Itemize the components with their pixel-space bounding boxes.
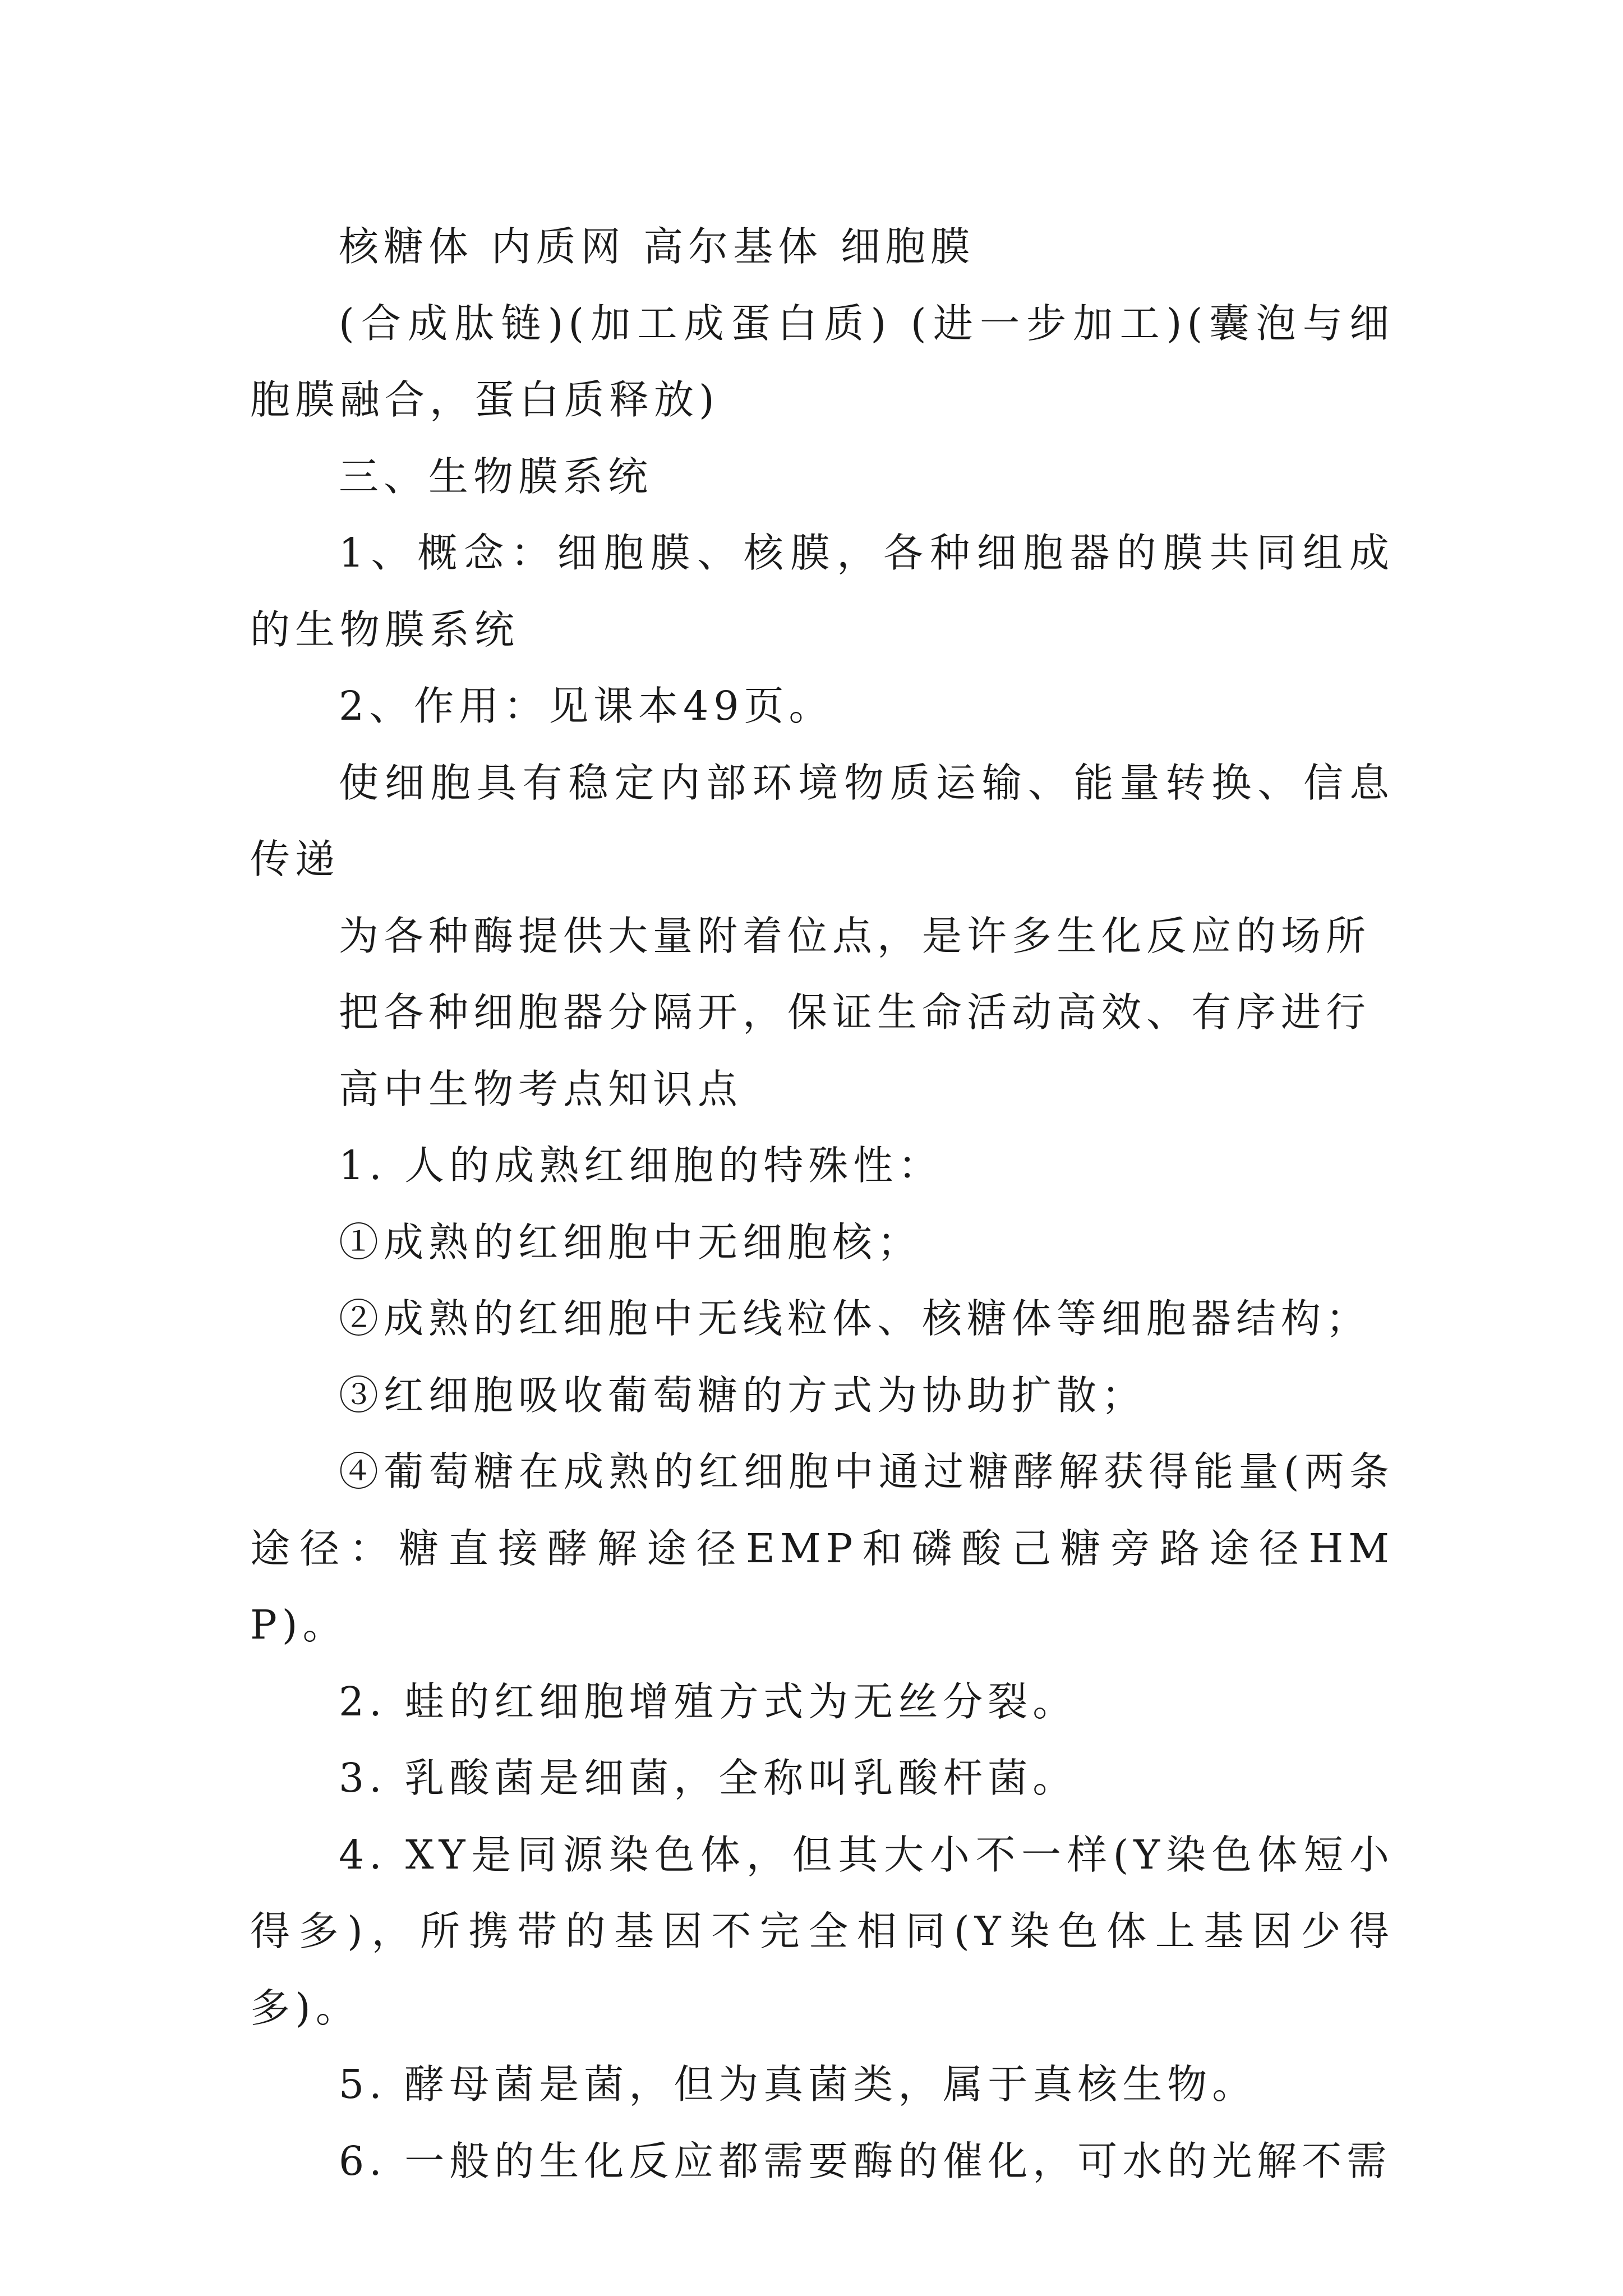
- document-body: [250, 209, 1394, 2200]
- paragraph-concept: 1、概念：细胞膜、核膜，各种细胞器的膜共同组成的生物膜系统: [250, 530, 1394, 653]
- paragraph-subpoint: ②成熟的红细胞中无线粒体、核糖体等细胞器结构；: [339, 1295, 1371, 1342]
- paragraph-subpoint: ④葡萄糖在成熟的红细胞中通过糖酵解获得能量(两条途径：糖直接酵解途径EMP和磷酸己糖旁路途径HMP)。: [250, 1448, 1394, 1648]
- paragraph-organelle-functions: (合成肽链)(加工成蛋白质) (进一步加工)(囊泡与细胞膜融合，蛋白质释放): [250, 300, 1394, 423]
- paragraph-point-2: 2. 蛙的红细胞增殖方式为无丝分裂。: [339, 1678, 1078, 1725]
- paragraph-function: 2、作用：见课本49页。: [339, 683, 834, 729]
- paragraph-organelle-sequence: 核糖体 内质网 高尔基体 细胞膜: [339, 223, 975, 270]
- section-heading-knowledge-points: 高中生物考点知识点: [339, 1065, 743, 1112]
- paragraph-function-item: 为各种酶提供大量附着位点，是许多生化反应的场所: [339, 912, 1371, 959]
- paragraph-point-1: 1. 人的成熟红细胞的特殊性：: [339, 1142, 943, 1189]
- paragraph-point-5: 5. 酵母菌是菌，但为真菌类，属于真核生物。: [339, 2061, 1257, 2108]
- paragraph-subpoint: ①成熟的红细胞中无细胞核；: [339, 1218, 923, 1266]
- paragraph-point-6: 6. 一般的生化反应都需要酶的催化，可水的光解不需: [339, 2137, 1392, 2184]
- section-heading-biomembrane-system: 三、生物膜系统: [339, 453, 653, 500]
- paragraph-point-3: 3. 乳酸菌是细菌，全称叫乳酸杆菌。: [339, 1755, 1078, 1801]
- paragraph-function-item: 把各种细胞器分隔开，保证生命活动高效、有序进行: [339, 989, 1371, 1036]
- paragraph-subpoint: ③红细胞吸收葡萄糖的方式为协助扩散；: [339, 1372, 1147, 1419]
- paragraph-function-item: 使细胞具有稳定内部环境物质运输、能量转换、信息传递: [250, 759, 1394, 882]
- paragraph-point-4: 4. XY是同源染色体，但其大小不一样(Y染色体短小得多)，所携带的基因不完全相同(Y染色体上基因少得多)。: [250, 1831, 1394, 2031]
